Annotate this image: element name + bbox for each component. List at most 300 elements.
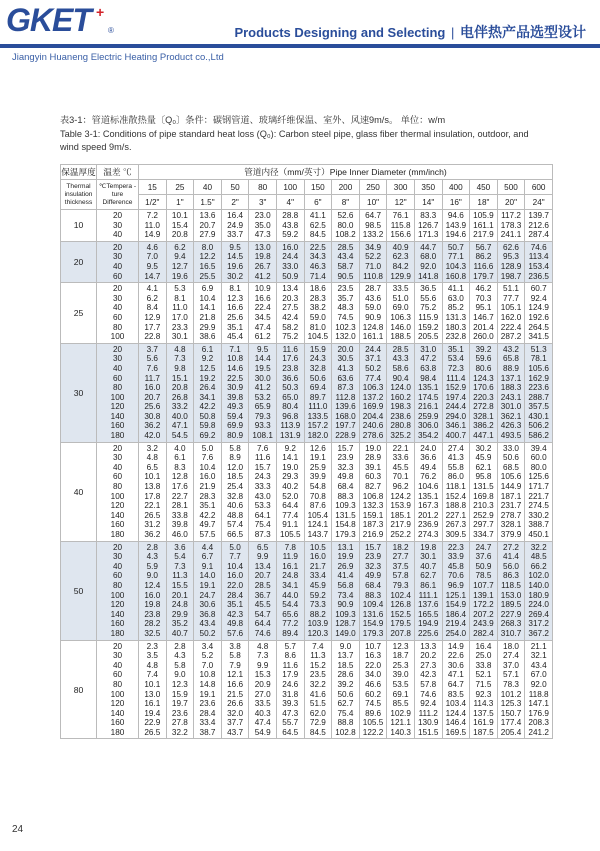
heat-loss-value: 34.9 (365, 242, 382, 252)
heat-loss-value: 71.5 (475, 679, 492, 689)
heat-loss-value: 40.0 (171, 411, 188, 421)
heat-loss-value: 79.3 (254, 411, 271, 421)
temperature-diff-value: 30 (112, 252, 123, 262)
heat-loss-value: 129.9 (390, 271, 411, 281)
heat-loss-value: 8.0 (201, 242, 214, 252)
heat-loss-cell (359, 442, 387, 541)
heat-loss-value: 120.3 (307, 628, 329, 638)
heat-loss-value: 47.3 (254, 230, 271, 240)
heat-loss-value: 159.2 (417, 322, 439, 332)
heat-loss-value: 40.3 (254, 708, 271, 718)
header-diameter-mm: 40 (194, 180, 222, 195)
heat-loss-cell (359, 283, 387, 344)
heat-loss-value: 241.1 (500, 230, 522, 240)
heat-loss-value: 62.0 (309, 708, 326, 718)
heat-loss-value: 32.5 (144, 628, 161, 638)
heat-loss-value: 92.4 (420, 699, 437, 709)
heat-loss-cell (166, 442, 194, 541)
heat-loss-value: 212.6 (528, 220, 549, 230)
heat-loss-value: 126.7 (417, 220, 439, 230)
heat-loss-value: 63.0 (447, 293, 464, 303)
temperature-diff-value: 120 (110, 600, 125, 610)
heat-loss-value: 23.6 (171, 708, 188, 718)
heat-loss-cell (332, 283, 360, 344)
heat-loss-value: 33.8 (171, 510, 188, 520)
heat-loss-value: 140.0 (528, 580, 549, 590)
heat-loss-value: 23.9 (337, 453, 354, 463)
heat-loss-value: 23.5 (337, 284, 354, 294)
heat-loss-value: 24.6 (282, 679, 299, 689)
heat-loss-value: 278.6 (362, 431, 384, 441)
heat-loss-cell (332, 343, 360, 442)
heat-loss-value: 22.3 (447, 542, 464, 552)
heat-loss-cell (442, 241, 470, 282)
heat-loss-value: 13.1 (337, 542, 354, 552)
temperature-diff-value: 40 (112, 303, 123, 313)
heat-loss-value: 45.4 (227, 332, 244, 342)
header-row-cn (61, 165, 553, 180)
heat-loss-value: 118.5 (501, 580, 521, 590)
heat-loss-value: 43.4 (337, 252, 354, 262)
heat-loss-value: 14.0 (199, 571, 216, 581)
heat-loss-value: 47.4 (254, 322, 271, 332)
heat-loss-value: 4.6 (146, 242, 158, 252)
heat-loss-value: 23.9 (365, 552, 382, 562)
heat-loss-cell (414, 541, 442, 640)
heat-loss-value: 16.4 (227, 211, 244, 220)
heat-loss-value: 96.8 (282, 411, 299, 421)
temperature-diff-value: 30 (112, 651, 123, 661)
heat-loss-value: 160.2 (390, 392, 411, 402)
heat-loss-value: 106.3 (362, 383, 384, 393)
heat-loss-value: 63.8 (420, 363, 437, 373)
heat-loss-value: 20.2 (420, 651, 437, 661)
heat-loss-value: 46.0 (171, 530, 188, 539)
heat-loss-value: 34.3 (309, 252, 326, 262)
heat-loss-value: 154.9 (445, 600, 467, 610)
heat-loss-value: 36.5 (420, 284, 437, 294)
heat-loss-value: 116.6 (473, 261, 494, 271)
heat-loss-value: 42.3 (420, 670, 437, 680)
heat-loss-value: 32.2 (171, 727, 188, 737)
heat-loss-value: 78.3 (503, 679, 519, 689)
heat-loss-value: 33.0 (282, 261, 299, 271)
heat-loss-cell (387, 283, 415, 344)
heat-loss-value: 5.0 (201, 443, 214, 453)
heat-loss-value: 139.7 (528, 211, 549, 220)
heat-loss-value: 9.9 (256, 660, 269, 670)
heat-loss-value: 50.9 (282, 271, 299, 281)
heat-loss-value: 41.3 (447, 453, 464, 463)
heat-loss-value: 13.6 (199, 211, 216, 220)
heat-loss-value: 125.3 (500, 699, 522, 709)
heat-loss-cell (249, 241, 277, 282)
heat-loss-value: 197.4 (445, 392, 467, 402)
heat-loss-value: 17.6 (282, 354, 299, 364)
heat-loss-value: 50.6 (337, 689, 354, 699)
heat-loss-value: 59.0 (309, 312, 326, 322)
temperature-diff-value: 140 (110, 510, 125, 520)
heat-loss-cell (166, 210, 194, 242)
heat-loss-value: 171.7 (528, 482, 549, 492)
heat-loss-value: 121.1 (390, 718, 411, 728)
heat-loss-cell (166, 241, 194, 282)
heat-loss-value: 10.9 (254, 284, 271, 294)
heat-loss-value: 13.0 (144, 689, 161, 699)
heat-loss-value: 19.8 (420, 542, 437, 552)
heat-loss-value: 73.4 (337, 590, 354, 600)
heat-loss-value: 41.4 (503, 552, 519, 562)
heat-loss-value: 117.2 (501, 211, 521, 220)
heat-loss-value: 113.4 (528, 252, 549, 262)
heat-loss-value: 95.3 (503, 252, 519, 262)
heat-loss-value: 71.4 (309, 271, 326, 281)
header-diameter-mm: 200 (332, 180, 360, 195)
heat-loss-value: 39.8 (227, 392, 244, 402)
heat-loss-value: 21.9 (199, 482, 216, 492)
heat-loss-value: 43.3 (392, 354, 409, 364)
heat-loss-value: 55.8 (447, 462, 464, 472)
heat-loss-value: 16.0 (282, 242, 299, 252)
temperature-diff-value: 30 (112, 552, 123, 562)
heat-loss-value: 154.9 (362, 619, 384, 629)
heat-loss-value: 36.6 (420, 453, 437, 463)
heat-loss-value: 132.3 (362, 501, 384, 511)
temperature-diff-value: 140 (110, 411, 125, 421)
heat-loss-value: 11.0 (144, 220, 160, 230)
temperature-diff-value: 40 (112, 363, 123, 373)
heat-loss-cell (139, 442, 167, 541)
heat-loss-value: 400.7 (445, 431, 467, 441)
heat-loss-value: 28.2 (144, 619, 161, 629)
heat-loss-value: 243.9 (473, 619, 494, 629)
header-diameter-inch: 2" (221, 195, 249, 210)
thickness-cell: 80 (61, 640, 97, 739)
thickness-cell: 50 (61, 541, 97, 640)
heat-loss-cell (304, 442, 332, 541)
heat-loss-value: 20.8 (171, 383, 188, 393)
heat-loss-value: 328.1 (500, 520, 522, 530)
heat-loss-cell (414, 640, 442, 739)
temperature-diff-value: 120 (110, 699, 125, 709)
heat-loss-value: 20.0 (337, 344, 354, 354)
heat-loss-value: 124.0 (390, 383, 411, 393)
heat-loss-value: 33.8 (475, 660, 492, 670)
heat-loss-value: 68.5 (503, 462, 519, 472)
heat-loss-value: 26.8 (171, 392, 188, 402)
heat-loss-value: 22.1 (144, 501, 161, 511)
temperature-diff-value: 60 (112, 373, 123, 383)
heat-loss-cell (525, 283, 553, 344)
temperature-diff-value: 20 (112, 641, 123, 651)
heat-loss-value: 126.8 (390, 600, 411, 610)
heat-loss-value: 17.0 (171, 312, 188, 322)
heat-loss-cell (221, 442, 249, 541)
heat-loss-cell (359, 343, 387, 442)
heat-loss-cell (387, 210, 415, 242)
temperature-diff-value: 60 (112, 670, 123, 680)
heat-loss-value: 41.1 (447, 284, 464, 294)
heat-loss-value: 26.5 (144, 510, 161, 520)
heat-loss-value: 87.3 (337, 383, 354, 393)
heat-loss-value: 40.9 (392, 242, 409, 252)
heat-loss-value: 198.3 (390, 402, 411, 412)
heat-loss-value: 65.6 (282, 609, 299, 619)
temperature-diff-value: 120 (110, 402, 125, 412)
heat-loss-value: 67.0 (530, 670, 547, 680)
heat-loss-value: 32.0 (227, 708, 244, 718)
heat-loss-cell (442, 640, 470, 739)
heat-loss-value: 60.2 (365, 689, 382, 699)
heat-loss-value: 96.2 (392, 482, 409, 492)
heat-loss-value: 11.0 (172, 303, 188, 313)
heat-loss-value: 56.7 (475, 242, 492, 252)
heat-loss-cell (276, 210, 304, 242)
heat-loss-value: 207.8 (390, 628, 411, 638)
heat-loss-value: 11.6 (255, 453, 271, 463)
header-diameter-mm: 25 (166, 180, 194, 195)
heat-loss-value: 274.5 (528, 501, 549, 511)
heat-loss-value: 219.4 (445, 619, 467, 629)
temperature-diff-value: 160 (110, 520, 125, 530)
heat-loss-value: 63.6 (337, 373, 354, 383)
table-group-row (61, 283, 553, 344)
temperature-diff-value: 120 (110, 501, 125, 511)
heat-loss-value: 12.3 (227, 293, 244, 303)
heat-loss-cell (194, 343, 222, 442)
heat-loss-value: 103.9 (307, 619, 329, 629)
temperature-diff-value: 100 (110, 689, 125, 699)
heat-loss-value: 19.8 (254, 252, 271, 262)
heat-loss-value: 8.1 (174, 293, 186, 303)
heat-loss-value: 86.0 (447, 472, 464, 482)
heat-loss-cell (194, 640, 222, 739)
heat-loss-value: 27.8 (171, 718, 188, 728)
heat-loss-value: 252.2 (390, 530, 411, 539)
heat-loss-value: 146.0 (390, 322, 411, 332)
heat-loss-value: 180.9 (528, 590, 549, 600)
table-caption-cn: 表3-1：管道标准散热量〔Q₀〕条件：碳钢管道、玻璃纤维保温、室外、风速9m/s。 单位：w/m (60, 115, 446, 125)
heat-loss-value: 22.5 (309, 242, 326, 252)
heat-loss-value: 185.1 (390, 510, 411, 520)
heat-loss-value: 49.4 (420, 462, 437, 472)
heat-loss-value: 41.2 (254, 383, 271, 393)
heat-loss-value: 39.2 (337, 679, 354, 689)
heat-loss-cell (249, 210, 277, 242)
heat-loss-value: 4.3 (174, 651, 186, 661)
heat-loss-value: 221.7 (528, 491, 549, 501)
heat-loss-value: 3.4 (201, 641, 214, 651)
heat-loss-value: 33.2 (171, 402, 188, 412)
heat-loss-value: 208.3 (528, 718, 549, 728)
heat-loss-value: 38.2 (309, 303, 326, 313)
heat-loss-value: 7.0 (146, 252, 158, 262)
heat-loss-value: 27.4 (447, 443, 464, 453)
heat-loss-value: 264.5 (528, 322, 549, 332)
heat-loss-value: 178.3 (500, 220, 522, 230)
heat-loss-value: 62.7 (420, 571, 437, 581)
heat-loss-value: 12.8 (171, 472, 188, 482)
heat-loss-value: 59.2 (309, 590, 326, 600)
heat-loss-value: 26.7 (254, 261, 271, 271)
heat-loss-value: 4.8 (146, 453, 158, 463)
heat-loss-value: 58.6 (392, 363, 409, 373)
heat-loss-cell (139, 241, 167, 282)
heat-loss-value: 278.7 (500, 510, 522, 520)
heat-loss-cell (166, 283, 194, 344)
heat-loss-value: 14.4 (254, 354, 271, 364)
header-diameter-mm: 300 (387, 180, 415, 195)
heat-loss-value: 3.6 (174, 542, 186, 552)
heat-loss-value: 2.8 (174, 641, 186, 651)
heat-loss-value: 243.1 (500, 392, 522, 402)
heat-loss-value: 90.4 (392, 373, 409, 383)
header-title-en: Products Designing and Selecting (234, 25, 446, 40)
heat-loss-value: 24.0 (420, 443, 437, 453)
heat-loss-value: 18.6 (309, 284, 326, 294)
heat-loss-cell (221, 283, 249, 344)
heat-loss-value: 45.5 (392, 462, 409, 472)
heat-loss-value: 49.7 (199, 520, 216, 530)
heat-loss-value: 25.9 (309, 462, 326, 472)
heat-loss-cell (525, 640, 553, 739)
heat-loss-value: 174.5 (417, 392, 439, 402)
heat-loss-value: 59.2 (282, 230, 299, 240)
table-group-row (61, 241, 553, 282)
heat-loss-value: 49.9 (365, 571, 382, 581)
heat-loss-value: 124.4 (445, 708, 467, 718)
heat-loss-value: 39.1 (365, 462, 382, 472)
heat-loss-value: 447.1 (473, 431, 494, 441)
heat-loss-value: 40.2 (282, 482, 299, 492)
heat-loss-value: 111.2 (418, 708, 438, 718)
heat-loss-value: 89.6 (365, 708, 382, 718)
heat-loss-value: 80.0 (530, 462, 547, 472)
temperature-diff-value: 160 (110, 619, 125, 629)
heat-loss-value: 217.9 (390, 520, 411, 530)
heat-loss-value: 143.7 (307, 530, 329, 539)
temperature-diff-value: 100 (110, 590, 125, 600)
header-row-mm (61, 180, 553, 195)
heat-loss-value: 124.2 (390, 491, 411, 501)
heat-loss-value: 506.2 (528, 421, 549, 431)
heat-loss-value: 176.9 (528, 708, 549, 718)
heat-loss-value: 18.2 (392, 542, 409, 552)
heat-loss-cell (221, 541, 249, 640)
heat-loss-value: 227.1 (445, 510, 467, 520)
heat-loss-value: 222.4 (500, 322, 522, 332)
heat-loss-value: 19.1 (199, 689, 216, 699)
heat-loss-value: 330.2 (528, 510, 549, 520)
header-diameter-mm: 15 (139, 180, 167, 195)
heat-loss-value: 34.5 (254, 312, 271, 322)
heat-loss-value: 30.1 (171, 332, 188, 342)
heat-loss-value: 16.0 (227, 571, 244, 581)
heat-loss-value: 16.1 (144, 699, 161, 709)
heat-loss-value: 84.5 (309, 727, 326, 737)
heat-loss-value: 88.2 (309, 609, 326, 619)
heat-loss-value: 4.1 (146, 284, 158, 294)
temperature-diff-value: 80 (112, 679, 123, 689)
heat-loss-value: 10.1 (171, 211, 188, 220)
heat-loss-value: 112.8 (335, 392, 356, 402)
heat-loss-cell (166, 343, 194, 442)
heat-loss-cell (497, 210, 525, 242)
heat-loss-value: 147.1 (528, 699, 549, 709)
heat-loss-value: 50.8 (199, 411, 216, 421)
heat-loss-value: 90.9 (365, 312, 382, 322)
heat-loss-value: 73.3 (309, 600, 326, 610)
heat-loss-value: 40.6 (227, 501, 244, 511)
table-group-row (61, 210, 553, 242)
heat-loss-value: 28.1 (171, 501, 188, 511)
heat-loss-value: 19.7 (171, 699, 188, 709)
heat-loss-value: 27.9 (199, 230, 216, 240)
temperature-diff-value: 160 (110, 718, 125, 728)
heat-loss-value: 131.6 (362, 609, 384, 619)
header-title (234, 22, 586, 42)
heat-loss-value: 93.3 (254, 421, 271, 431)
heat-loss-cell (276, 343, 304, 442)
thickness-cell: 40 (61, 442, 97, 541)
heat-loss-value: 21.5 (227, 689, 244, 699)
heat-loss-value: 8.3 (174, 462, 186, 472)
heat-loss-value: 36.8 (199, 609, 216, 619)
heat-loss-value: 41.1 (309, 211, 326, 220)
heat-loss-value: 161.1 (473, 220, 494, 230)
heat-loss-value: 28.4 (227, 590, 244, 600)
heat-loss-value: 55.6 (420, 293, 437, 303)
heat-loss-value: 133.5 (307, 411, 329, 421)
heat-loss-cell (470, 343, 498, 442)
heat-loss-value: 139.6 (335, 402, 356, 412)
heat-loss-value: 12.6 (309, 443, 326, 453)
heat-loss-value: 32.3 (337, 462, 354, 472)
heat-loss-value: 9.9 (256, 552, 269, 562)
heat-loss-value: 54.7 (254, 609, 271, 619)
heat-loss-value: 76.1 (392, 211, 409, 220)
heat-loss-cell (387, 241, 415, 282)
heat-loss-value: 39.9 (309, 472, 326, 482)
heat-loss-value: 140.3 (390, 727, 411, 737)
heat-loss-value: 41.6 (309, 689, 326, 699)
heat-loss-value: 31.0 (420, 344, 437, 354)
heat-loss-value: 19.2 (199, 373, 216, 383)
header-diameter-mm: 150 (304, 180, 332, 195)
heat-loss-cell (497, 343, 525, 442)
heat-loss-value: 47.3 (282, 708, 299, 718)
heat-loss-value: 103.4 (445, 699, 467, 709)
heat-loss-value: 25.5 (199, 271, 216, 281)
heat-loss-value: 26.6 (227, 699, 244, 709)
heat-loss-value: 91.1 (282, 520, 299, 530)
heat-loss-value: 20.7 (144, 392, 161, 402)
heat-loss-value: 28.4 (199, 708, 216, 718)
heat-loss-cell (387, 541, 415, 640)
heat-loss-value: 34.1 (282, 580, 299, 590)
heat-loss-value: 85.5 (392, 699, 409, 709)
heat-loss-value: 19.1 (309, 453, 326, 463)
heat-loss-value: 357.5 (528, 402, 549, 412)
heat-loss-value: 131.9 (280, 431, 301, 441)
heat-loss-value: 325.2 (390, 431, 411, 441)
heat-loss-value: 64.4 (254, 619, 271, 629)
heat-loss-value: 96.9 (447, 580, 464, 590)
header-diameter-inch: 10" (359, 195, 387, 210)
heat-loss-value: 33.3 (254, 482, 271, 492)
heat-loss-value: 45.9 (309, 580, 326, 590)
heat-loss-cell (304, 283, 332, 344)
